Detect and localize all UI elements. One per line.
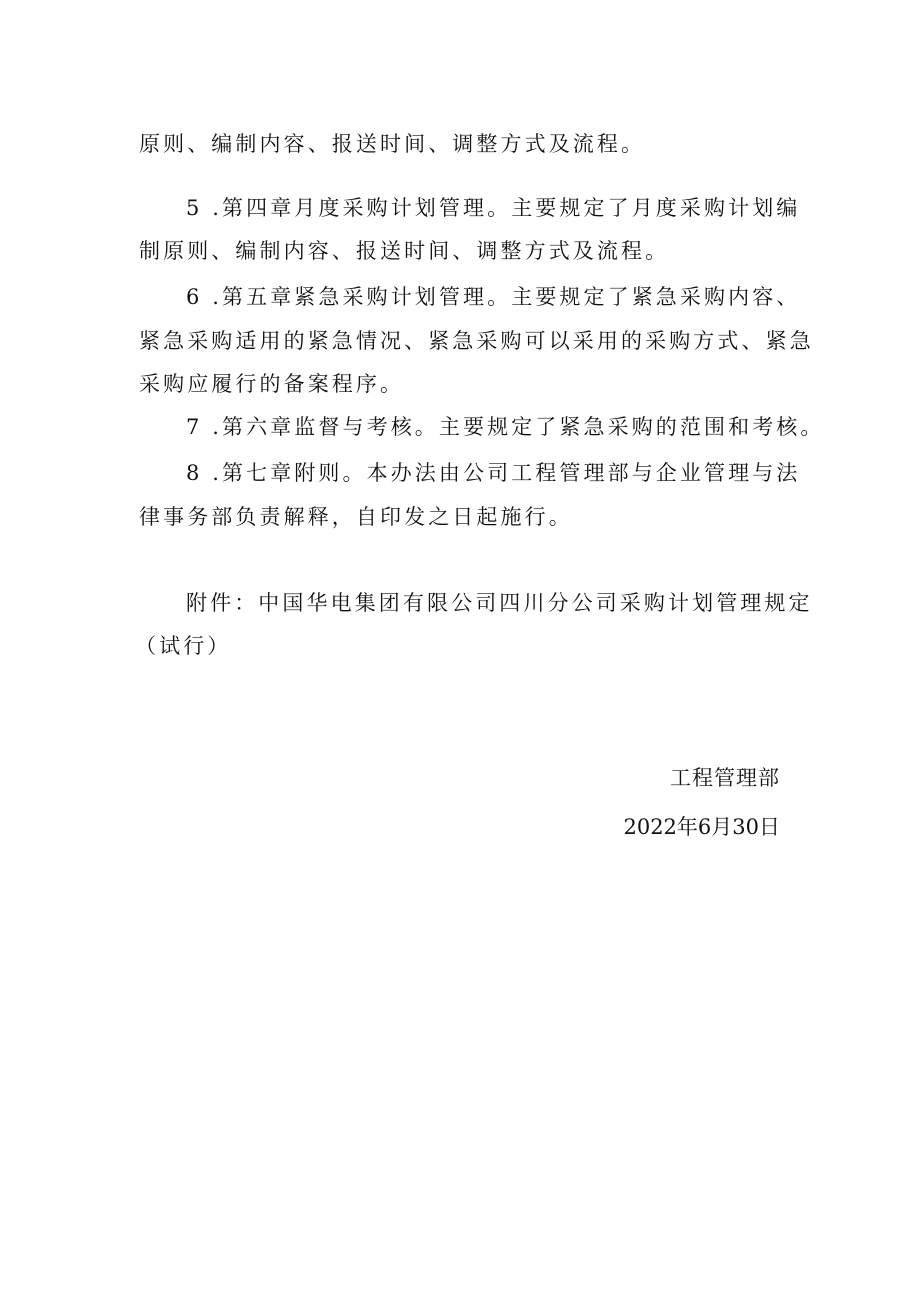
paragraph-line: 6 .第五章紧急采购计划管理。主要规定了紧急采购内容、 xyxy=(186,285,801,309)
paragraph-line: 律事务部负责解释，自印发之日起施行。 xyxy=(139,505,573,529)
signature-date: 2022年6月30日 xyxy=(623,815,780,839)
attachment-line: 附件：中国华电集团有限公司四川分公司采购计划管理规定 xyxy=(186,591,813,615)
signature-department: 工程管理部 xyxy=(670,766,780,790)
paragraph-line: 5 .第四章月度采购计划管理。主要规定了月度采购计划编 xyxy=(186,196,801,220)
paragraph-line: 7 .第六章监督与考核。主要规定了紧急采购的范围和考核。 xyxy=(186,415,825,439)
paragraph-line: 8 .第七章附则。本办法由公司工程管理部与企业管理与法 xyxy=(186,461,801,485)
paragraph-line: 制原则、编制内容、报送时间、调整方式及流程。 xyxy=(139,239,670,263)
attachment-line: （试行） xyxy=(135,634,232,658)
paragraph-line: 紧急采购适用的紧急情况、紧急采购可以采用的采购方式、紧急 xyxy=(139,329,814,353)
paragraph-line: 原则、编制内容、报送时间、调整方式及流程。 xyxy=(139,132,646,156)
paragraph-line: 采购应履行的备案程序。 xyxy=(139,372,405,396)
